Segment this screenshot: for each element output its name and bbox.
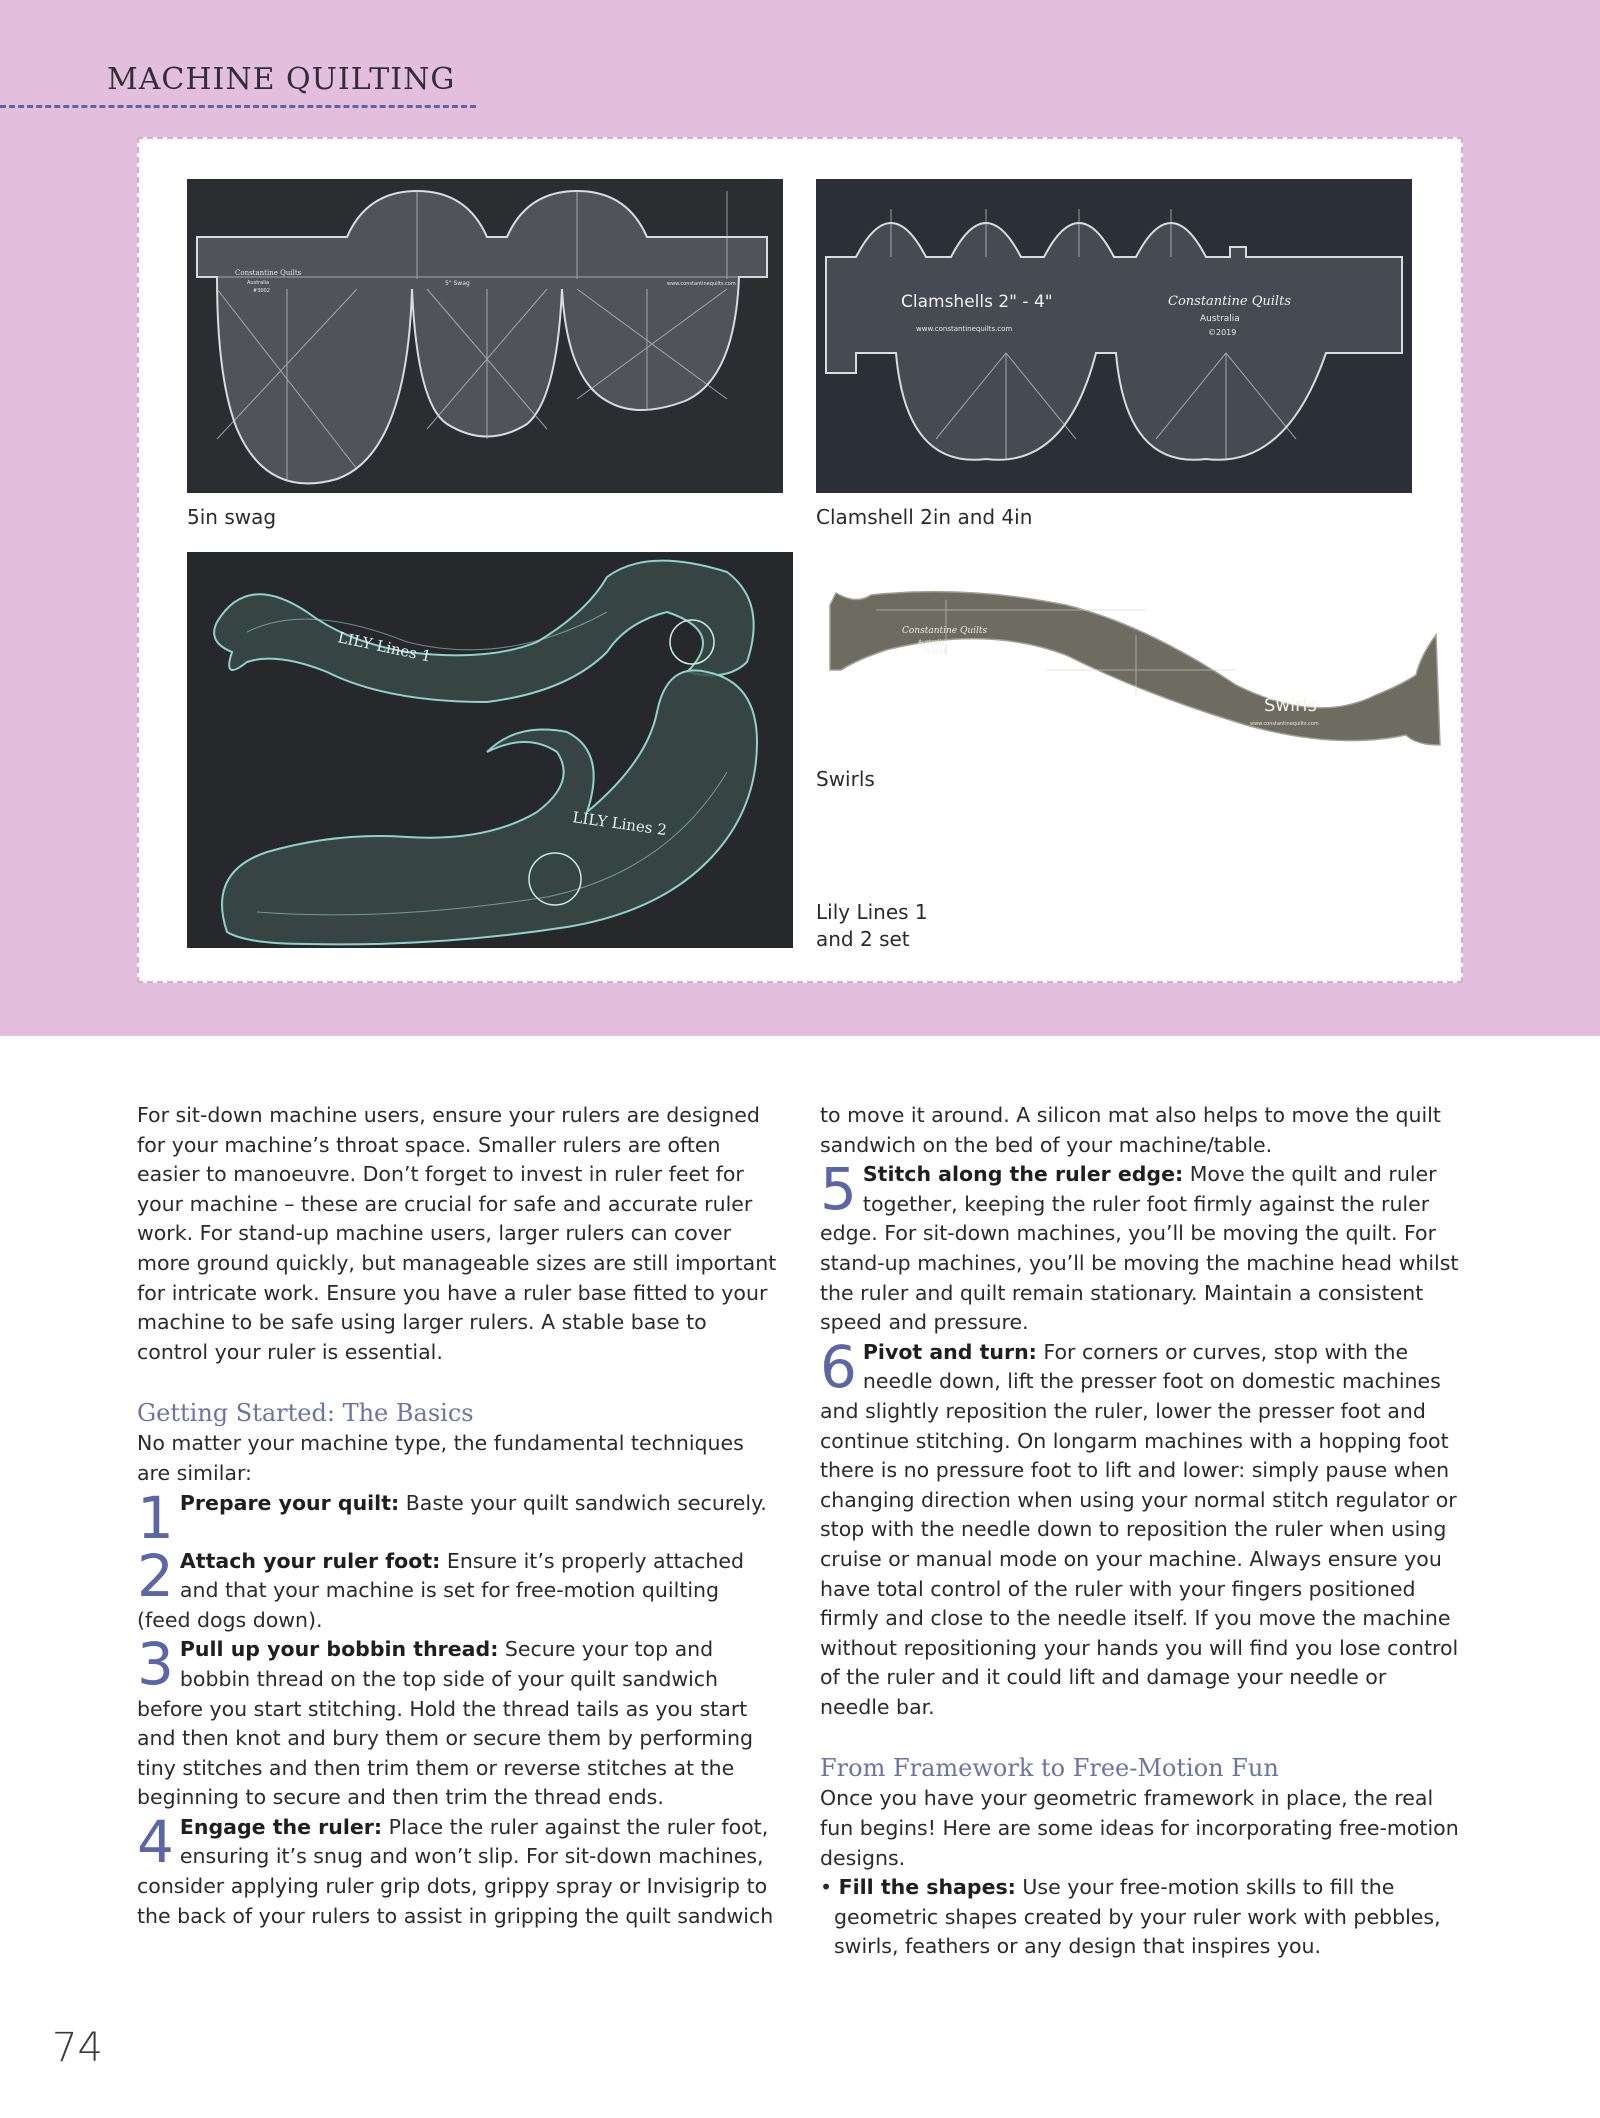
step-text: For corners or curves, stop with the needle down, lift the presser foot on domestic machines and slightly reposition the ruler, lower the presser foot and continue stitching. On longarm machines with a hopping foot there is no pressure foot to lift and lower: simply pause when changing direction when using your normal stitch regulator or stop with the needle down to reposition the ruler when using cruise or manual mode on your machine. Always ensure you have total control of the ruler with your fingers positioned firmly and close to the needle itself. If you move the machine without repositioning your hands you will find you lose control of the ruler and it could lift and damage your needle or needle bar. [820, 1339, 1459, 1719]
body-column-right [820, 1101, 1460, 1962]
clamshell-brand: Constantine Quilts [1168, 294, 1291, 309]
step-text: Ensure it’s properly attached and that your machine is set for free-motion quilting (feed dogs down). [137, 1548, 745, 1632]
step-number: 4 [137, 1807, 174, 1876]
caption-lily-line-2: and 2 set [816, 927, 910, 951]
lily-lines-illustration [187, 552, 793, 948]
bullet-title: Fill the shapes: [838, 1875, 1016, 1900]
step-number: 2 [137, 1541, 174, 1610]
step-text: Secure your top and bobbin thread on the top side of your quilt sandwich before you start stitching. Hold the thread tails as you start and then knot and bury them or secure them by performing tiny stitches and then trim them or reverse stitches at the beginning to secure and then trim the thread ends. [137, 1637, 753, 1810]
step-4 [137, 1807, 777, 1931]
swag-brand: Constantine Quilts [235, 269, 302, 277]
step-text: Baste your quilt sandwich securely. [399, 1490, 767, 1515]
bullet-fill-shapes: • Fill the shapes: Use your free-motion skills to fill the geometric shapes created by your ruler work with pebbles, swirls, feathers or any design that inspires you. [820, 1875, 1441, 1959]
step-number: 3 [137, 1630, 174, 1699]
clamshell-ruler-illustration [816, 179, 1412, 493]
swag-ruler-illustration [187, 179, 783, 493]
step-text: Move the quilt and ruler together, keeping the ruler foot firmly against the ruler edge. For sit-down machines, you’ll be moving the quilt. For stand-up machines, you’ll be moving the machine head whilst the ruler and quilt remain stationary. Maintain a consistent speed and pressure. [820, 1162, 1459, 1335]
photo-clamshell-ruler [816, 179, 1412, 493]
photo-lily-lines-rulers [187, 552, 793, 948]
photo-swag-ruler [187, 179, 783, 493]
swag-label: 5" Swag [445, 280, 470, 287]
heading-framework: From Framework to Free-Motion Fun [820, 1754, 1279, 1783]
step-title: Prepare your quilt: [179, 1490, 400, 1515]
swag-url: www.constantinequilts.com [667, 281, 736, 287]
step-4-continued: to move it around. A silicon mat also helps to move the quilt sandwich on the bed of your machine/table. [820, 1103, 1441, 1157]
page-number: 74 [52, 2025, 103, 2071]
step-text: Place the ruler against the ruler foot, ensuring it’s snug and won’t slip. For sit-down machines, consider applying ruler grip dots, grippy spray or Invisigrip to the back of your rulers to assist in gripping the quilt sandwich [137, 1814, 774, 1928]
step-3 [137, 1630, 777, 1813]
clamshell-brand-sub: Australia [1200, 314, 1240, 324]
clamshell-url: www.constantinequilts.com [916, 325, 1013, 333]
step-1 [137, 1483, 777, 1552]
caption-lily-lines [816, 899, 928, 953]
caption-swirls: Swirls [816, 767, 875, 791]
basics-intro: No matter your machine type, the fundamental techniques are similar: [137, 1431, 744, 1485]
clamshell-title: Clamshells 2" - 4" [901, 292, 1053, 312]
step-number: 1 [137, 1483, 174, 1552]
step-2 [137, 1541, 777, 1636]
swirls-label: Swirls [1264, 695, 1317, 716]
photo-swirls-ruler [816, 575, 1442, 753]
swag-brand-sub: Australia [247, 280, 270, 286]
lily-label-1: LILY Lines 1 [336, 628, 433, 666]
section-title: MACHINE QUILTING [107, 62, 456, 97]
swirls-brand-code: ©2019 [926, 648, 948, 655]
section-title-rule [0, 105, 476, 108]
step-title: Pivot and turn: [862, 1339, 1037, 1364]
step-title: Attach your ruler foot: [179, 1548, 441, 1573]
body-column-left [137, 1101, 777, 1931]
intro-paragraph: For sit-down machine users, ensure your rulers are designed for your machine’s throat space. Smaller rulers are often easier to manoeuvre. Don’t forget to invest in ruler feet for your machine – these are crucial for safe and accurate ruler work. For stand-up machine users, larger rulers can cover more ground quickly, but manageable sizes are still important for intricate work. Ensure you have a ruler base fitted to your machine to be safe using larger rulers. A stable base to control your ruler is essential. [137, 1103, 777, 1364]
swirls-brand: Constantine Quilts [902, 626, 988, 636]
swag-brand-code: #3002 [253, 288, 270, 294]
swirls-brand-sub: Australia [918, 639, 945, 646]
caption-lily-line-1: Lily Lines 1 [816, 900, 928, 924]
step-title: Engage the ruler: [179, 1814, 383, 1839]
step-number: 5 [820, 1155, 857, 1224]
caption-swag: 5in swag [187, 505, 277, 529]
clamshell-brand-code: ©2019 [1208, 328, 1237, 337]
caption-clamshell: Clamshell 2in and 4in [816, 505, 1033, 529]
framework-intro: Once you have your geometric framework in place, the real fun begins! Here are some ideas for incorporating free-motion designs. [820, 1786, 1459, 1870]
step-title: Pull up your bobbin thread: [179, 1637, 499, 1662]
lily-label-2: LILY Lines 2 [571, 808, 668, 840]
swirls-url: www.constantinequilts.com [1250, 721, 1319, 727]
step-5 [820, 1155, 1460, 1338]
step-number: 6 [820, 1332, 857, 1401]
swirls-ruler-illustration [816, 575, 1442, 753]
heading-getting-started: Getting Started: The Basics [137, 1399, 474, 1428]
step-title: Stitch along the ruler edge: [862, 1162, 1184, 1187]
bullet-text: Use your free-motion skills to fill the geometric shapes created by your ruler work with pebbles, swirls, feathers or any design that inspires you. [834, 1875, 1441, 1959]
step-6 [820, 1332, 1460, 1723]
